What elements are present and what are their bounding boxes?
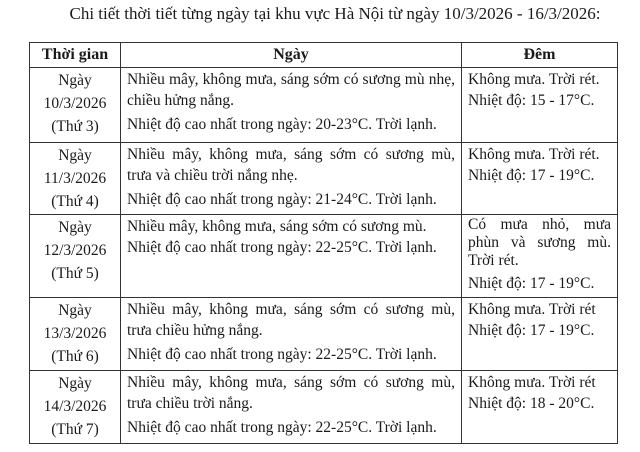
time-cell	[30, 371, 121, 444]
day-forecast-cell	[121, 68, 462, 143]
table-header-row	[30, 43, 618, 68]
weekday-text: (Thứ 4)	[51, 193, 99, 210]
header-day: Ngày	[121, 43, 462, 68]
day-label: Ngày	[58, 72, 92, 89]
table-row	[30, 68, 618, 143]
table-row	[30, 215, 618, 298]
night-forecast-cell	[462, 298, 618, 371]
day-temperature: Nhiệt độ cao nhất trong ngày: 22-25°C. Trời lạnh.	[127, 239, 437, 256]
day-description: Nhiều mây, không mưa, sáng sớm có sương mù.	[127, 218, 427, 235]
date-text: 12/3/2026	[43, 242, 107, 259]
table-row	[30, 298, 618, 371]
night-description: Không mưa. Trời rét.	[468, 146, 600, 163]
night-temperature: Nhiệt độ: 18 - 20°C.	[468, 395, 595, 412]
time-cell	[30, 68, 121, 143]
day-forecast-cell	[121, 298, 462, 371]
time-cell	[30, 215, 121, 298]
day-temperature: Nhiệt độ cao nhất trong ngày: 22-25°C. Trời lạnh.	[127, 346, 437, 363]
weekday-text: (Thứ 6)	[51, 348, 99, 365]
night-forecast-cell	[462, 143, 618, 215]
night-temperature: Nhiệt độ: 17 - 19°C.	[468, 167, 595, 184]
header-night: Đêm	[462, 43, 618, 68]
night-temperature: Nhiệt độ: 17 - 19°C.	[468, 322, 595, 339]
table-row	[30, 143, 618, 215]
night-description: Không mưa. Trời rét	[468, 374, 596, 391]
document-title: Chi tiết thời tiết từng ngày tại khu vực Hà Nội từ ngày 10/3/2026 - 16/3/2026:	[69, 4, 601, 23]
weekday-text: (Thứ 5)	[51, 265, 99, 282]
day-temperature: Nhiệt độ cao nhất trong ngày: 21-24°C. Trời lạnh.	[127, 191, 437, 208]
night-description: Không mưa. Trời rét.	[468, 71, 600, 88]
night-temperature: Nhiệt độ: 15 - 17°C.	[468, 92, 595, 109]
night-forecast-cell	[462, 215, 618, 298]
table-row	[30, 371, 618, 444]
night-description: Không mưa. Trời rét	[468, 301, 596, 318]
night-forecast-cell	[462, 68, 618, 143]
date-text: 10/3/2026	[43, 95, 107, 112]
night-forecast-cell	[462, 371, 618, 444]
weekday-text: (Thứ 7)	[51, 421, 99, 438]
weekday-text: (Thứ 3)	[51, 118, 99, 135]
date-text: 14/3/2026	[43, 398, 107, 415]
day-label: Ngày	[58, 219, 92, 236]
day-label: Ngày	[58, 302, 92, 319]
header-time: Thời gian	[30, 43, 121, 68]
time-cell	[30, 298, 121, 371]
night-description: Có mưa nhỏ, mưa phùn và sương mù. Trời rét.	[468, 216, 611, 269]
day-label: Ngày	[58, 147, 92, 164]
day-description: Nhiều mây, không mưa, sáng sớm có sương mù, trưa chiều trời nắng.	[127, 374, 455, 412]
night-temperature: Nhiệt độ: 17 - 19°C.	[468, 275, 595, 292]
date-text: 11/3/2026	[43, 170, 107, 187]
day-forecast-cell	[121, 143, 462, 215]
date-text: 13/3/2026	[43, 325, 107, 342]
day-temperature: Nhiệt độ cao nhất trong ngày: 22-25°C. Trời lạnh.	[127, 419, 437, 436]
day-temperature: Nhiệt độ cao nhất trong ngày: 20-23°C. Trời lạnh.	[127, 116, 437, 133]
day-label: Ngày	[58, 375, 92, 392]
day-forecast-cell	[121, 371, 462, 444]
day-description: Nhiều mây, không mưa, sáng sớm có sương mù, trưa và chiều trời nắng nhẹ.	[127, 146, 455, 184]
time-cell	[30, 143, 121, 215]
day-description: Nhiều mây, không mưa, sáng sớm có sương mù nhẹ, chiều hửng nắng.	[127, 71, 455, 109]
day-forecast-cell	[121, 215, 462, 298]
weather-forecast-table	[29, 42, 618, 444]
day-description: Nhiều mây, không mưa, sáng sớm có sương mù, trưa chiều hửng nắng.	[127, 301, 455, 339]
